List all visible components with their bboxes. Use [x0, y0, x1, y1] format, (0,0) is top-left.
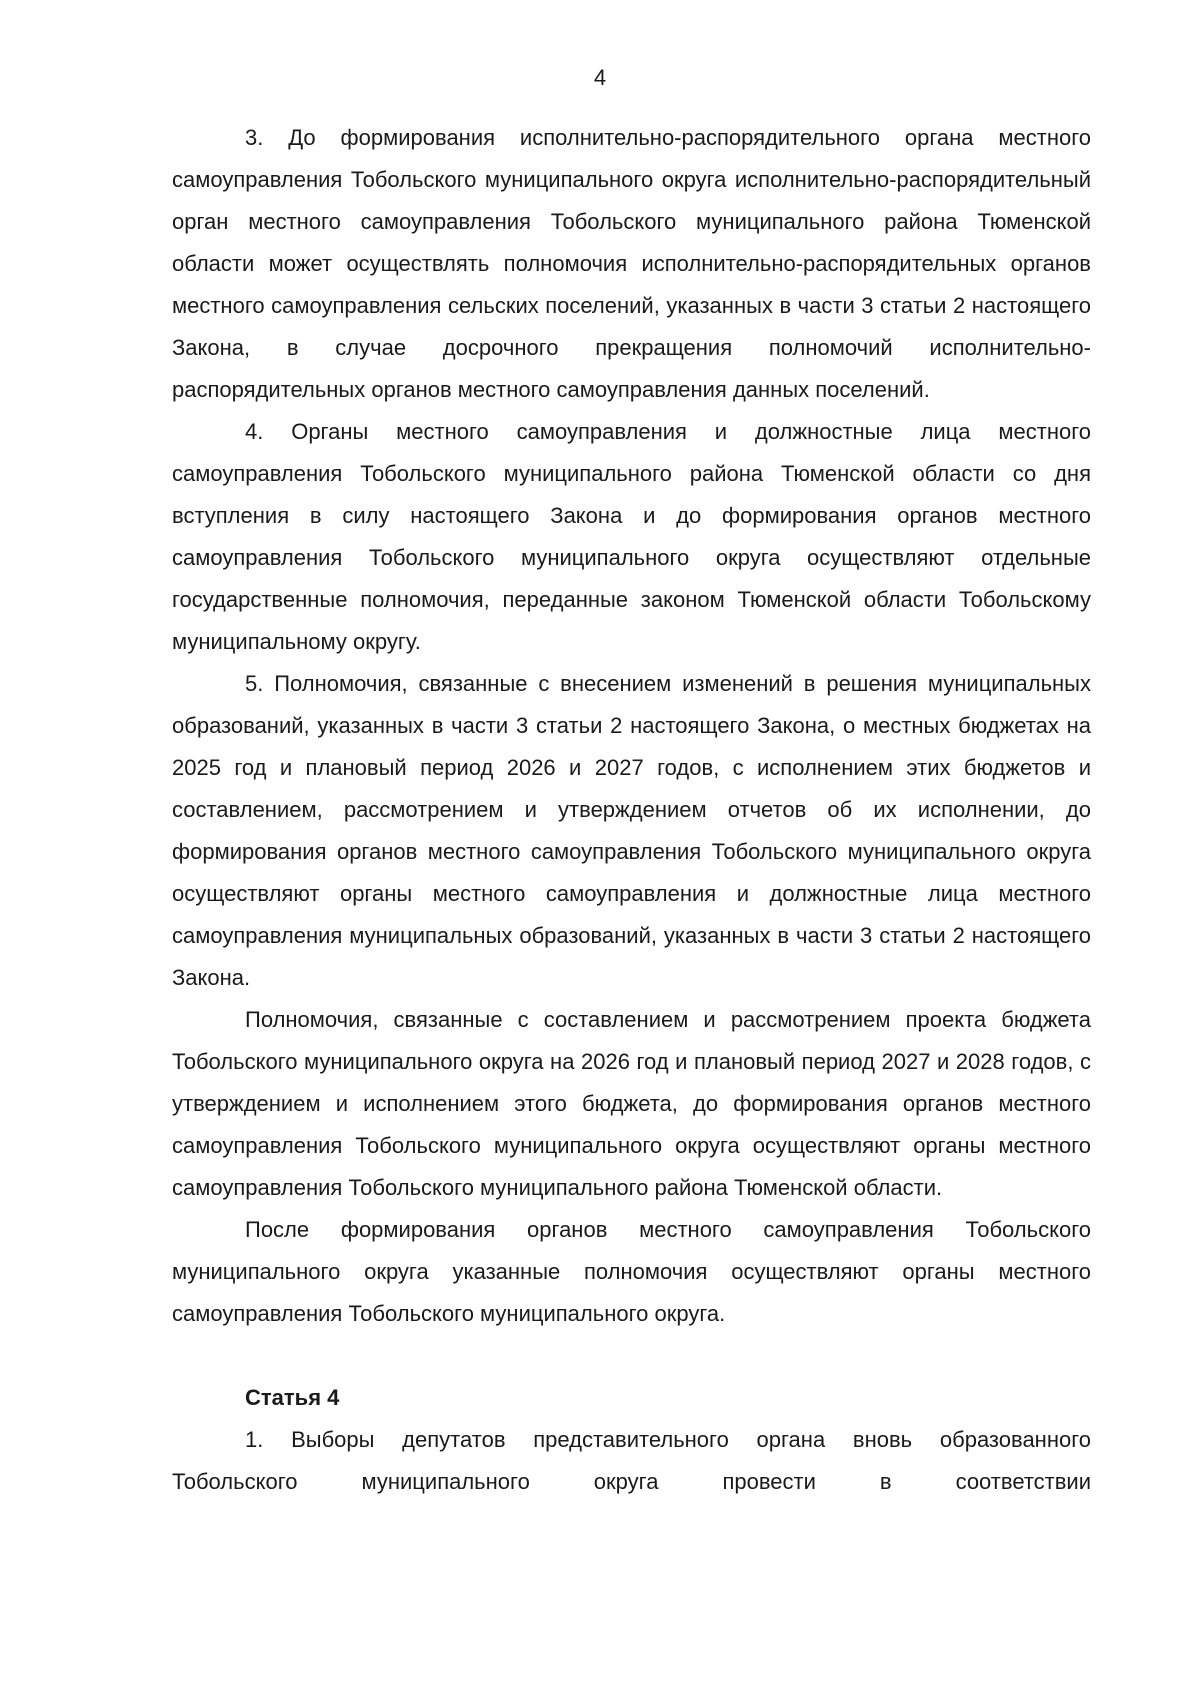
article-4-paragraph-1: 1. Выборы депутатов представительного органа вновь образованного Тобольского муниципального округа провести в соответствии — [172, 1427, 1091, 1494]
article-heading: Статья 4 — [245, 1385, 340, 1410]
paragraph-5: 5. Полномочия, связанные с внесением изменений в решения муниципальных образований, указанных в части 3 статьи 2 настоящего Закона, о местных бюджетах на 2025 год и плановый период 2026 и 2027 годов, с исполнением этих бюджетов и составлением, рассмотрением и утверждением отчетов об их исполнении, до формирования органов местного самоуправления Тобольского муниципального округа осуществляют органы местного самоуправления и должностные лица местного самоуправления муниципальных образований, указанных в части 3 статьи 2 настоящего Закона. — [172, 671, 1091, 990]
paragraph-3: 3. До формирования исполнительно-распорядительного органа местного самоуправления Тобольского муниципального округа исполнительно-распорядительный орган местного самоуправления Тобольского муниципального района Тюменской области может осуществлять полномочия исполнительно-распорядительных органов местного самоуправления сельских поселений, указанных в части 3 статьи 2 настоящего Закона, в случае досрочного прекращения полномочий исполнительно-распорядительных органов местного самоуправления данных поселений. — [172, 125, 1091, 402]
section-spacer — [172, 1335, 1091, 1377]
page-number: 4 — [593, 65, 607, 90]
paragraph-5-after-formation: После формирования органов местного самоуправления Тобольского муниципального округа указанные полномочия осуществляют органы местного самоуправления Тобольского муниципального округа. — [172, 1217, 1091, 1326]
document-body — [172, 117, 1091, 1503]
paragraph-4: 4. Органы местного самоуправления и должностные лица местного самоуправления Тобольского муниципального района Тюменской области со дня вступления в силу настоящего Закона и до формирования органов местного самоуправления Тобольского муниципального округа осуществляют отдельные государственные полномочия, переданные законом Тюменской области Тобольскому муниципальному округу. — [172, 419, 1091, 654]
paragraph-5-budget-2026: Полномочия, связанные с составлением и рассмотрением проекта бюджета Тобольского муниципального округа на 2026 год и плановый период 2027 и 2028 годов, с утверждением и исполнением этого бюджета, до формирования органов местного самоуправления Тобольского муниципального округа осуществляют органы местного самоуправления Тобольского муниципального района Тюменской области. — [172, 1007, 1091, 1200]
